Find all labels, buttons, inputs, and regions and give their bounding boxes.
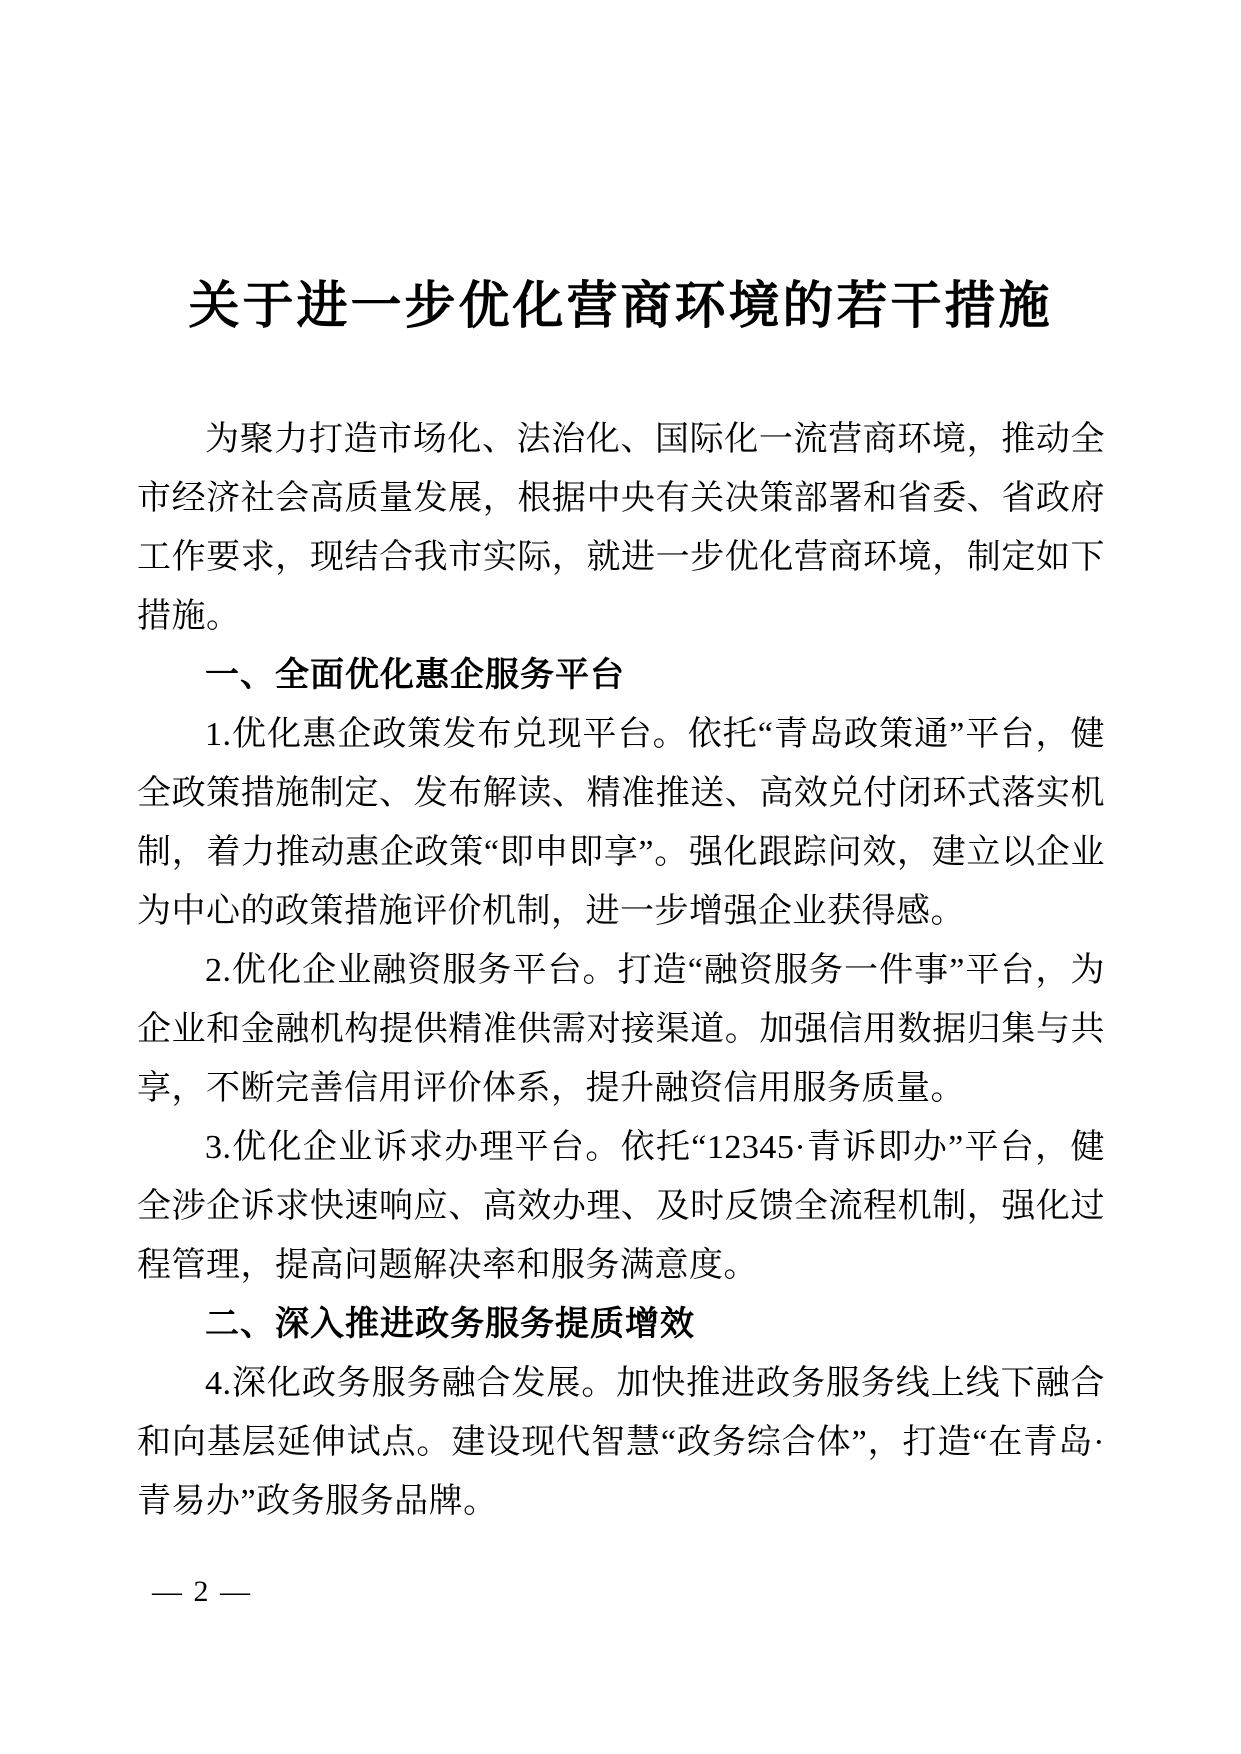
- body-paragraph: 4.深化政务服务融合发展。加快推进政务服务线上线下融合和向基层延伸试点。建设现代智慧“政务综合体”，打造“在青岛·青易办”政务服务品牌。: [137, 1365, 1105, 1520]
- document-body: [137, 410, 1105, 1531]
- body-paragraph: 为聚力打造市场化、法治化、国际化一流营商环境，推动全市经济社会高质量发展，根据中央有关决策部署和省委、省政府工作要求，现结合我市实际，就进一步优化营商环境，制定如下措施。: [137, 421, 1105, 635]
- page-number: — 2 —: [152, 1575, 252, 1608]
- body-paragraph: 1.优化惠企政策发布兑现平台。依托“青岛政策通”平台，健全政策措施制定、发布解读、精准推送、高效兑付闭环式落实机制，着力推动惠企政策“即申即享”。强化跟踪问效，建立以企业为中心的政策措施评价机制，进一步增强企业获得感。: [137, 716, 1105, 930]
- section-heading: 一、全面优化惠企服务平台: [205, 656, 625, 694]
- body-paragraph: 2.优化企业融资服务平台。打造“融资服务一件事”平台，为企业和金融机构提供精准供需对接渠道。加强信用数据归集与共享，不断完善信用评价体系，提升融资信用服务质量。: [137, 952, 1105, 1107]
- document-title: 关于进一步优化营商环境的若干措施: [188, 279, 1053, 335]
- section-heading: 二、深入推进政务服务提质增效: [205, 1305, 695, 1343]
- body-paragraph: 3.优化企业诉求办理平台。依托“12345·青诉即办”平台，健全涉企诉求快速响应、高效办理、及时反馈全流程机制，强化过程管理，提高问题解决率和服务满意度。: [137, 1129, 1105, 1284]
